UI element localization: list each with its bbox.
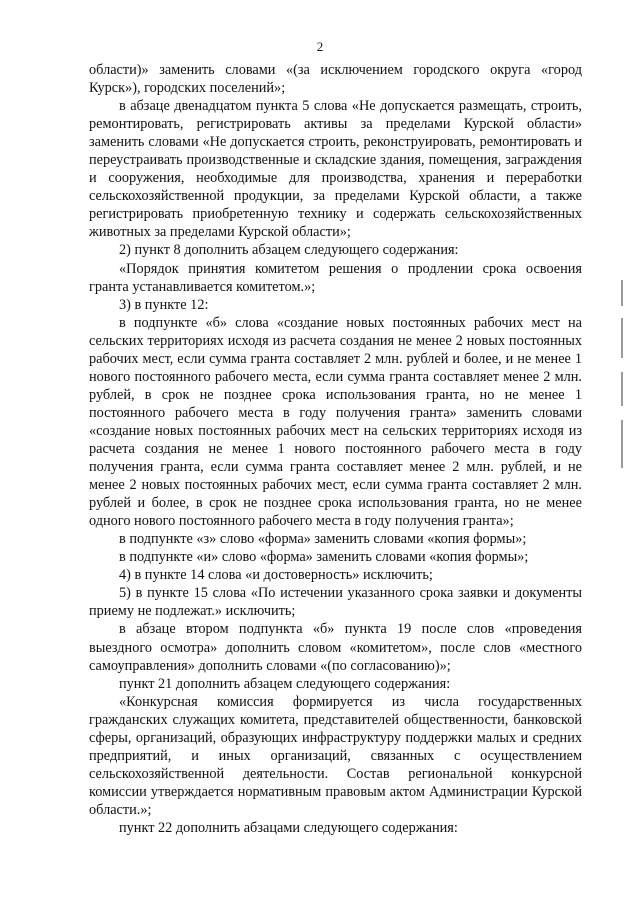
scan-edge-mark [621, 318, 623, 358]
paragraph-item-4: 4) в пункте 14 слова «и достоверность» исключить; [119, 567, 433, 584]
paragraph-quote-commission: «Конкурсная комиссия формируется из числа государственных гражданских служащих комитета, представителей общественности, банковской сферы, организаций, образующих инфраструктуру поддержки малых и средних предприятий, и иных организаций, связанных с осуществлением сельскохозяйственной деятельности. Состав региональной конкурсной комиссии утверждается нормативным правовым актом Администрации Курской области.»; [89, 693, 582, 818]
page-number: 2 [316, 39, 324, 54]
paragraph-subitem-z: в подпункте «з» слово «форма» заменить словами «копия формы»; [119, 531, 527, 548]
paragraph-item-21: пункт 21 дополнить абзацем следующего содержания: [119, 675, 451, 692]
paragraph-item-22: пункт 22 дополнить абзацами следующего содержания: [119, 819, 458, 836]
paragraph-subitem-i: в подпункте «и» слово «форма» заменить словами «копия формы»; [119, 549, 529, 566]
paragraph-item-2: 2) пункт 8 дополнить абзацем следующего содержания: [119, 242, 459, 259]
paragraph-item-19: в абзаце втором подпункта «б» пункта 19 после слов «проведения выездного осмотра» дополнить словом «комитетом», после слов «местного самоуправления» дополнить словами «(по согласованию)»; [89, 621, 582, 674]
paragraph-item-5: 5) в пункте 15 слова «По истечении указанного срока заявки и документы приему не подлежат.» исключить; [89, 585, 582, 620]
paragraph-subitem-b: в подпункте «б» слова «создание новых постоянных рабочих мест на сельских территориях исходя из расчета создания не менее 2 новых постоянных рабочих мест, если сумма гранта составляет 2 млн. рублей и более, и не менее 1 нового постоянного рабочего места, если сумма гранта составляет менее 2 млн. рублей, в срок не позднее срока использования гранта, но не менее 1 постоянного рабочего места в году получения гранта» заменить словами «создание новых постоянных рабочих мест на сельских территориях исходя из расчета создания не менее 1 нового постоянного рабочего места в году получения гранта, если сумма гранта составляет менее 2 млн. рублей, и не менее 2 новых постоянных рабочих мест, если сумма гранта составляет 2 млн. рублей и более, в срок не позднее срока использования гранта, но не менее одного нового постоянного рабочего места в году получения гранта»; [89, 314, 582, 530]
paragraph-quote-grant-term: «Порядок принятия комитетом решения о продлении срока освоения гранта устанавливается комитетом.»; [89, 260, 582, 295]
scan-edge-mark [621, 420, 623, 468]
paragraph-item-5-abzac-12: в абзаце двенадцатом пункта 5 слова «Не допускается размещать, строить, ремонтировать, регистрировать активы за пределами Курской области» заменить словами «Не допускается строить, реконструировать, ремонтировать и переустраивать производственные и складские здания, помещения, заграждения и сооружения, необходимые для производства, хранения и переработки сельскохозяйственной продукции, за пределами Курской области, а также регистрировать приобретенную технику и содержать сельскохозяйственных животных за пределами Курской области»; [89, 98, 582, 241]
scan-edge-mark [621, 280, 623, 306]
paragraph-item-3: 3) в пункте 12: [119, 296, 209, 313]
document-body [89, 61, 582, 837]
scan-edge-mark [621, 372, 623, 406]
paragraph-continuation: области)» заменить словами «(за исключением городского округа «город Курск»), городских поселений»; [89, 62, 582, 97]
